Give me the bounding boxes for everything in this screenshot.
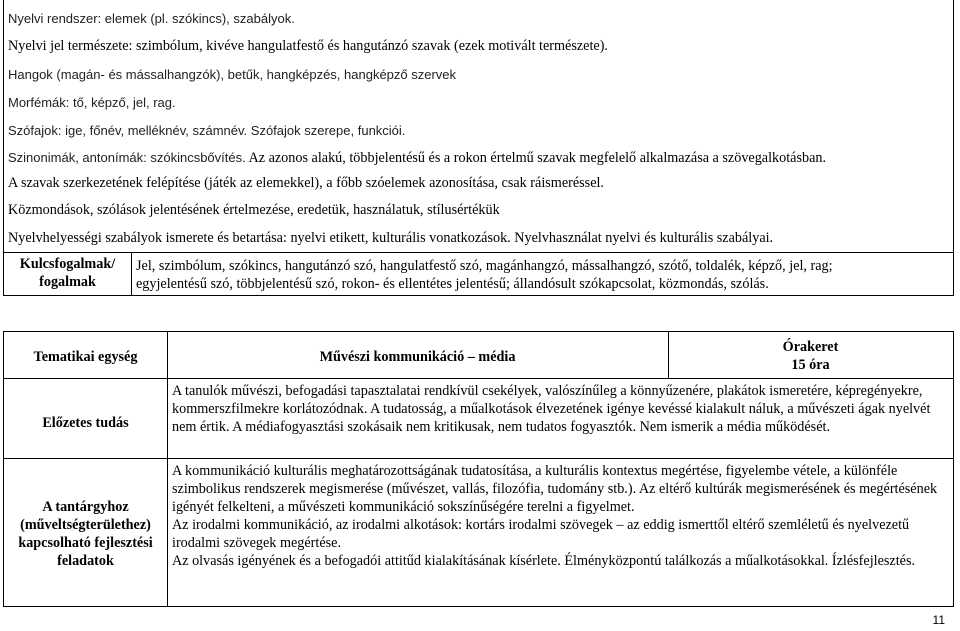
top-section	[3, 0, 954, 296]
text-line-8: Közmondások, szólások jelentésének értelmezése, eredetük, használatuk, stílusértékük	[8, 202, 500, 218]
orakeret	[668, 338, 953, 374]
tantargy-text	[172, 462, 952, 570]
text-line-9: Nyelvhelyességi szabályok ismerete és betartása: nyelvi etikett, kulturális vonatkozások. Nyelvhasználat nyelvi és kulturális szabályai.	[8, 230, 774, 246]
tantargy-label-line-4: feladatok	[57, 553, 114, 569]
text-line-5: Szófajok: ige, főnév, melléknév, számnév. Szófajok szerepe, funkciói.	[8, 123, 406, 138]
text-line-6-part-b: Az azonos alakú, többjelentésű és a rokon értelmű szavak megfelelő alkalmazása a szövegalkotásban.	[248, 150, 827, 166]
text-line-7: A szavak szerkezetének felépítése (játék az elemekkel), a főbb szóelemek azonosítása, csak ráismeréssel.	[8, 175, 604, 191]
page-number: 11	[932, 613, 945, 627]
tantargy-paragraph-2: Az irodalmi kommunikáció, az irodalmi alkotások: kortárs irodalmi szövegek – az eddig ismerttől eltérő szemléletű és nyelvezetű irodalmi szövegek megértése.	[172, 517, 910, 551]
kulcsfogalmak-label-line-1: Kulcsfogalmak/	[19, 256, 116, 272]
tematikai-value: Művészi kommunikáció – média	[319, 349, 516, 365]
kulcsfogalmak-text-line-1: Jel, szimbólum, szókincs, hangutánzó szó, hangulatfestő szó, magánhangzó, mássalhangzó, szótő, toldalék, képző, jel, rag;	[136, 258, 833, 274]
text-line-2: Nyelvi jel természete: szimbólum, kivéve hangulatfestő és hangutánzó szavak (ezek motivált természete).	[8, 38, 608, 54]
tantargy-label-line-2: (műveltségterülethez)	[20, 517, 151, 533]
column-divider	[131, 252, 132, 295]
kulcsfogalmak-label	[4, 255, 131, 291]
kulcsfogalmak-text-line-2: egyjelentésű szó, többjelentésű szó, rokon- és ellentétes jelentésű; állandósult szókapcsolat, közmondás, szólás.	[136, 276, 769, 292]
tantargy-label-line-1: A tantárgyhoz	[42, 499, 129, 515]
kulcsfogalmak-label-line-2: fogalmak	[39, 274, 96, 290]
orakeret-value: 15 óra	[791, 357, 830, 373]
tantargy-paragraph-3: Az olvasás igényének és a befogadói attitűd kialakításának kísérlete. Élményközpontú találkozás a műalkotásokkal. Ízlésfejlesztés.	[172, 553, 916, 569]
text-line-3: Hangok (magán- és mássalhangzók), betűk, hangképzés, hangképző szervek	[8, 67, 457, 82]
orakeret-label: Órakeret	[782, 339, 839, 355]
divider	[4, 252, 953, 253]
text-line-6	[8, 149, 826, 167]
elozetes-text: A tanulók művészi, befogadási tapasztalatai rendkívül csekélyek, valószínűleg a könnyűzenére, plakátok ismeretére, képregényekre, kommerszfilmekre korlátozódnak. A tudatosság, a műalkotások élvezetének igénye kevéssé kialakult náluk, a művészeti ágak nyelvét nem értik. A médiafogyasztási szokásaik nem kritikusak, nem tudatos fogyasztók. Nem ismerik a média működését.	[172, 383, 931, 435]
text-line-1: Nyelvi rendszer: elemek (pl. szókincs), szabályok.	[8, 11, 295, 26]
text-line-6-part-a: Szinonimák, antonímák: szókincsbővítés.	[8, 150, 246, 165]
kulcsfogalmak-text	[136, 257, 951, 293]
row-divider-2	[4, 458, 953, 459]
row-divider-1	[4, 378, 953, 379]
tematikai-label: Tematikai egység	[33, 349, 138, 365]
tantargy-label	[4, 498, 167, 570]
tantargy-paragraph-1: A kommunikáció kulturális meghatározottságának tudatosítása, a kulturális kontextus megértése, figyelembe vétele, a különféle szimbolikus rendszerek megismerése (művészet, vallás, filozófia, tudomány stb.). Az eltérő kultúrák megismerésének és megértésének igényét felkelteni, a művészeti kommunikáció sokszínűségére terelni a figyelmet.	[172, 463, 938, 515]
elozetes-label: Előzetes tudás	[42, 415, 129, 431]
tematikai-table	[3, 331, 954, 607]
tantargy-label-line-3: kapcsolható fejlesztési	[18, 535, 153, 551]
col-divider-1	[167, 332, 168, 606]
text-line-4: Morfémák: tő, képző, jel, rag.	[8, 95, 176, 110]
